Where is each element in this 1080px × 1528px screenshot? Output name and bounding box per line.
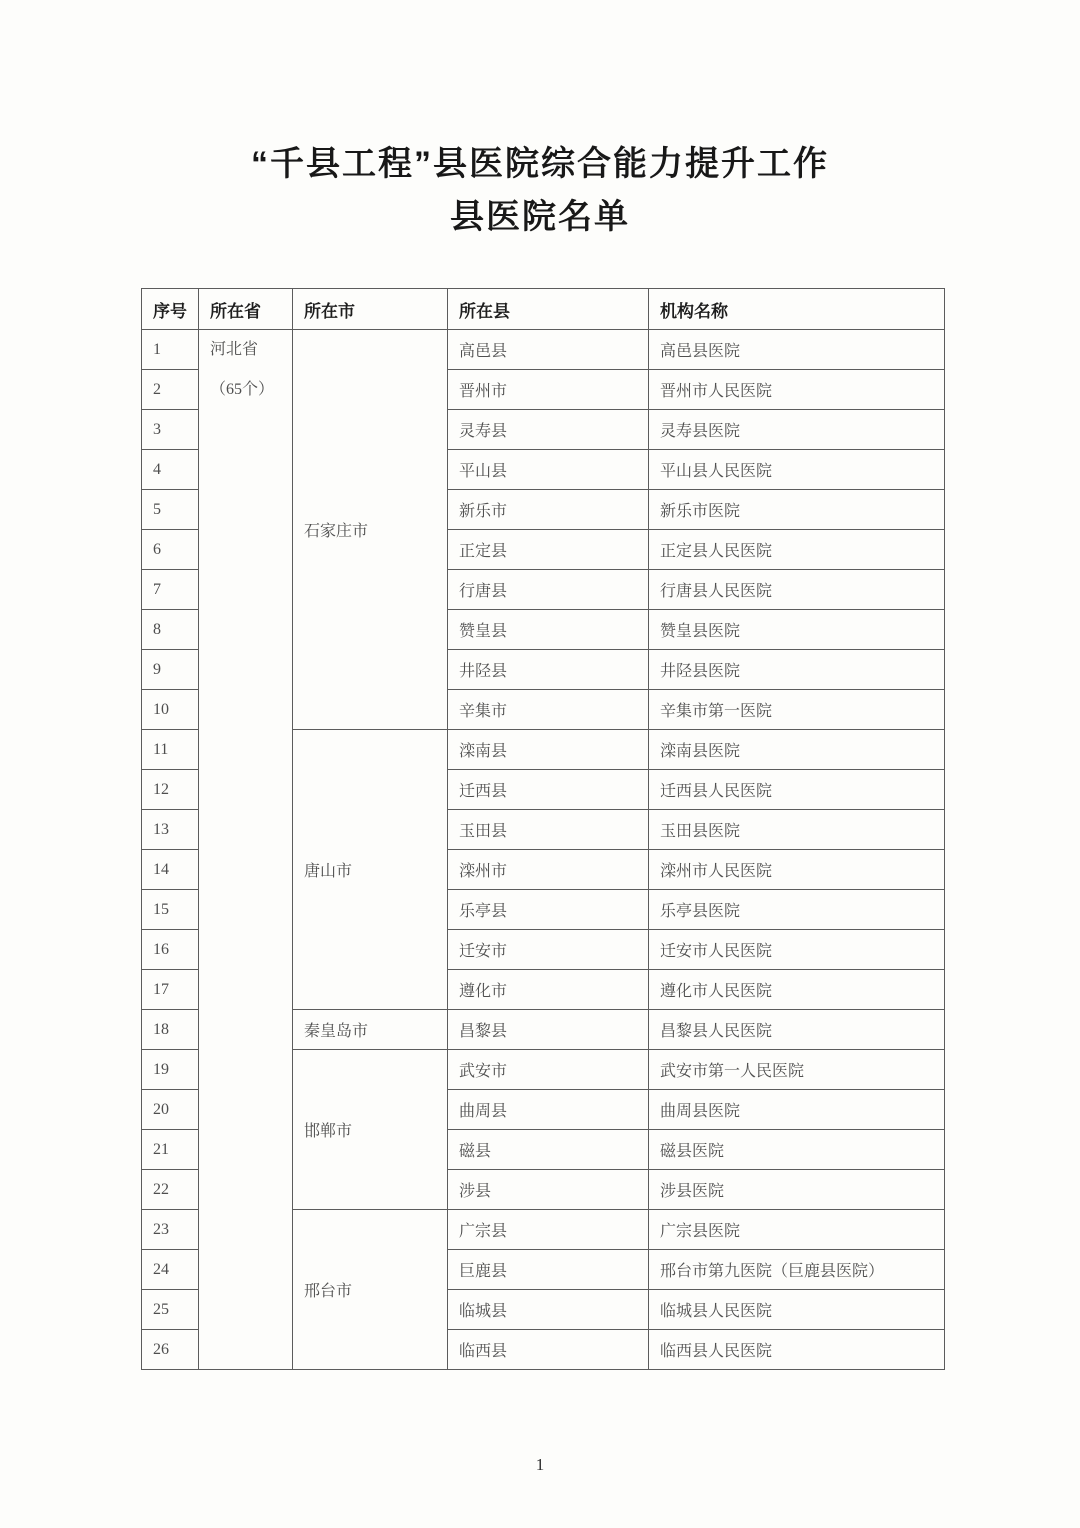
hospital-name-cell: 井陉县医院 xyxy=(649,650,945,690)
row-serial-number: 25 xyxy=(142,1290,199,1330)
row-serial-number: 1 xyxy=(142,330,199,370)
hospital-name-cell: 昌黎县人民医院 xyxy=(649,1010,945,1050)
hospital-name-cell: 高邑县医院 xyxy=(649,330,945,370)
row-serial-number: 7 xyxy=(142,570,199,610)
row-serial-number: 3 xyxy=(142,410,199,450)
row-serial-number: 21 xyxy=(142,1130,199,1170)
row-serial-number: 15 xyxy=(142,890,199,930)
city-cell: 石家庄市 xyxy=(293,330,448,730)
row-serial-number: 13 xyxy=(142,810,199,850)
hospital-name-cell: 行唐县人民医院 xyxy=(649,570,945,610)
header-county: 所在县 xyxy=(448,289,649,330)
row-serial-number: 5 xyxy=(142,490,199,530)
hospital-name-cell: 辛集市第一医院 xyxy=(649,690,945,730)
county-cell: 灵寿县 xyxy=(448,410,649,450)
hospital-name-cell: 迁安市人民医院 xyxy=(649,930,945,970)
county-cell: 行唐县 xyxy=(448,570,649,610)
row-serial-number: 8 xyxy=(142,610,199,650)
hospital-name-cell: 新乐市医院 xyxy=(649,490,945,530)
row-serial-number: 12 xyxy=(142,770,199,810)
hospital-name-cell: 磁县医院 xyxy=(649,1130,945,1170)
hospital-name-cell: 乐亭县医院 xyxy=(649,890,945,930)
county-cell: 临城县 xyxy=(448,1290,649,1330)
hospital-name-cell: 曲周县医院 xyxy=(649,1090,945,1130)
hospital-name-cell: 临西县人民医院 xyxy=(649,1330,945,1370)
county-cell: 涉县 xyxy=(448,1170,649,1210)
table-row xyxy=(142,330,945,370)
document-title xyxy=(0,0,1080,244)
row-serial-number: 6 xyxy=(142,530,199,570)
county-cell: 高邑县 xyxy=(448,330,649,370)
hospital-name-cell: 正定县人民医院 xyxy=(649,530,945,570)
hospital-name-cell: 赞皇县医院 xyxy=(649,610,945,650)
county-cell: 广宗县 xyxy=(448,1210,649,1250)
hospital-name-cell: 涉县医院 xyxy=(649,1170,945,1210)
hospital-name-cell: 滦州市人民医院 xyxy=(649,850,945,890)
row-serial-number: 9 xyxy=(142,650,199,690)
row-serial-number: 20 xyxy=(142,1090,199,1130)
hospital-name-cell: 滦南县医院 xyxy=(649,730,945,770)
county-cell: 辛集市 xyxy=(448,690,649,730)
row-serial-number: 24 xyxy=(142,1250,199,1290)
hospital-list-table xyxy=(141,288,945,1370)
county-cell: 昌黎县 xyxy=(448,1010,649,1050)
header-serial-number: 序号 xyxy=(142,289,199,330)
hospital-name-cell: 邢台市第九医院（巨鹿县医院） xyxy=(649,1250,945,1290)
city-cell: 邢台市 xyxy=(293,1210,448,1370)
row-serial-number: 26 xyxy=(142,1330,199,1370)
row-serial-number: 4 xyxy=(142,450,199,490)
header-institution-name: 机构名称 xyxy=(649,289,945,330)
county-cell: 正定县 xyxy=(448,530,649,570)
county-cell: 滦州市 xyxy=(448,850,649,890)
province-cell xyxy=(199,330,293,1370)
row-serial-number: 16 xyxy=(142,930,199,970)
county-cell: 临西县 xyxy=(448,1330,649,1370)
city-cell: 邯郸市 xyxy=(293,1050,448,1210)
document-title-line1: “千县工程”县医院综合能力提升工作 xyxy=(251,145,829,183)
province-name: 河北省 xyxy=(210,341,259,358)
county-cell: 巨鹿县 xyxy=(448,1250,649,1290)
hospital-table-body xyxy=(142,330,945,1370)
row-serial-number: 23 xyxy=(142,1210,199,1250)
county-cell: 赞皇县 xyxy=(448,610,649,650)
row-serial-number: 10 xyxy=(142,690,199,730)
hospital-name-cell: 晋州市人民医院 xyxy=(649,370,945,410)
city-cell: 唐山市 xyxy=(293,730,448,1010)
table-header-row xyxy=(142,289,945,330)
county-cell: 武安市 xyxy=(448,1050,649,1090)
county-cell: 新乐市 xyxy=(448,490,649,530)
header-city: 所在市 xyxy=(293,289,448,330)
county-cell: 曲周县 xyxy=(448,1090,649,1130)
hospital-name-cell: 迁西县人民医院 xyxy=(649,770,945,810)
county-cell: 迁西县 xyxy=(448,770,649,810)
county-cell: 滦南县 xyxy=(448,730,649,770)
hospital-name-cell: 武安市第一人民医院 xyxy=(649,1050,945,1090)
row-serial-number: 11 xyxy=(142,730,199,770)
row-serial-number: 19 xyxy=(142,1050,199,1090)
county-cell: 遵化市 xyxy=(448,970,649,1010)
county-cell: 玉田县 xyxy=(448,810,649,850)
document-title-line2: 县医院名单 xyxy=(450,198,630,236)
hospital-name-cell: 平山县人民医院 xyxy=(649,450,945,490)
county-cell: 平山县 xyxy=(448,450,649,490)
hospital-name-cell: 广宗县医院 xyxy=(649,1210,945,1250)
province-count: （65个） xyxy=(210,381,275,398)
county-cell: 乐亭县 xyxy=(448,890,649,930)
county-cell: 迁安市 xyxy=(448,930,649,970)
page-number: 1 xyxy=(535,1455,545,1474)
row-serial-number: 14 xyxy=(142,850,199,890)
hospital-name-cell: 灵寿县医院 xyxy=(649,410,945,450)
county-cell: 井陉县 xyxy=(448,650,649,690)
hospital-name-cell: 临城县人民医院 xyxy=(649,1290,945,1330)
hospital-name-cell: 玉田县医院 xyxy=(649,810,945,850)
city-cell: 秦皇岛市 xyxy=(293,1010,448,1050)
row-serial-number: 18 xyxy=(142,1010,199,1050)
row-serial-number: 17 xyxy=(142,970,199,1010)
row-serial-number: 22 xyxy=(142,1170,199,1210)
county-cell: 磁县 xyxy=(448,1130,649,1170)
row-serial-number: 2 xyxy=(142,370,199,410)
hospital-name-cell: 遵化市人民医院 xyxy=(649,970,945,1010)
header-province: 所在省 xyxy=(199,289,293,330)
county-cell: 晋州市 xyxy=(448,370,649,410)
